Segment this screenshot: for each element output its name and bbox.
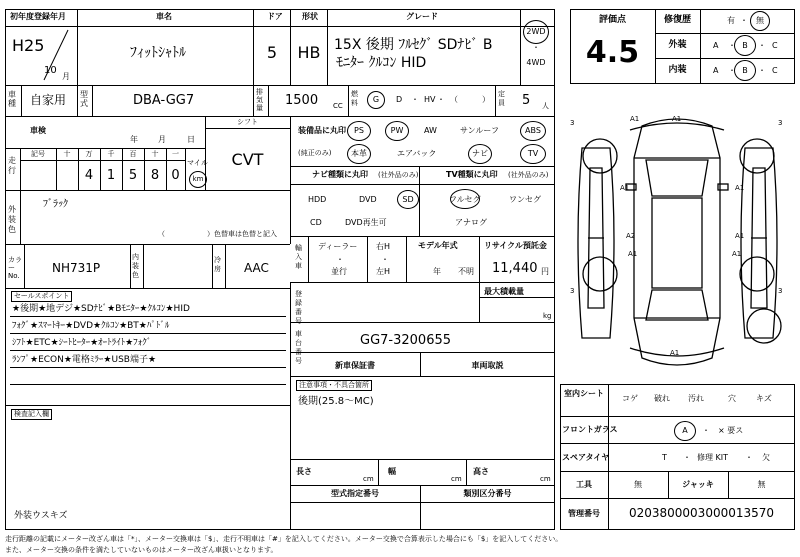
reg-year: H25 [12, 36, 45, 55]
windshield-label: フロントガラス [562, 425, 618, 434]
manual-label: 車両取説 [471, 361, 504, 370]
jack-value: 無 [757, 480, 766, 489]
color-label: 外装色 [8, 205, 16, 234]
ac-label: 冷房 [214, 256, 221, 273]
fuel-g: G [372, 95, 380, 104]
navi-sd: SD [402, 195, 414, 204]
notes-value: 後期(25.8〜MC) [298, 396, 374, 407]
displacement: 1500 [285, 93, 319, 108]
reg-no-label: 登録番号 [295, 290, 302, 325]
inspector-label: 検査記入欄 [11, 409, 52, 420]
exterior-label: 外装 [668, 40, 687, 50]
sales-points-label: セールスポイント [11, 291, 72, 302]
equip-label: 装備品に丸印 [298, 126, 346, 135]
fuel-label: 燃料 [351, 90, 358, 107]
shift-value: CVT [231, 150, 264, 169]
mileage-digit: 8 [150, 168, 160, 183]
shape: HB [297, 43, 321, 62]
interior-seat-label: 室内シート [564, 389, 604, 398]
inspection-label: 車検 [30, 126, 46, 135]
repair-history-label: 修復歴 [663, 15, 691, 25]
use-label: 車種 [8, 90, 16, 108]
color-no: NH731P [52, 261, 101, 275]
management-no-label: 管理番号 [568, 509, 600, 518]
grade-line2: ﾓﾆﾀｰ ｸﾙｺﾝ HID [336, 55, 427, 71]
color-no-label: カラーNo. [8, 256, 22, 280]
inspector-note: 外装ウスキズ [14, 511, 68, 521]
grade-line1: 15X 後期 ﾌﾙｾｸﾞ SDﾅﾋﾞ B [334, 37, 493, 53]
type-designation-label: 型式指定番号 [331, 489, 379, 498]
tv-fullseg: フルセグ [449, 195, 481, 204]
mileage-label: 走行 [8, 156, 16, 175]
sales-point-line: ﾌｫｸﾞ★ｽﾏｰﾄｷｰ★DVD★ｸﾙｺﾝ★BT★ﾊﾟﾄﾞﾙ [12, 321, 170, 331]
chassis-label: 車台番号 [295, 330, 302, 365]
recycle-fee: 11,440 [492, 261, 538, 276]
max-load-label: 最大積載量 [484, 287, 524, 296]
model-year-label: モデル年式 [418, 241, 458, 250]
tv-title: TV種類に丸印 [446, 170, 498, 179]
chassis-number: GG7-3200655 [360, 333, 452, 348]
mileage-digit: 5 [128, 168, 138, 183]
month-unit: 月 [62, 72, 70, 81]
navi-title: ナビ種類に丸印 [312, 170, 368, 179]
car-name: ﾌｨｯﾄｼｬﾄﾙ [130, 45, 186, 61]
jack-label: ジャッキ [682, 480, 714, 489]
evaluation-score: 4.5 [585, 35, 640, 70]
capacity: 5 [522, 93, 531, 108]
type-label: 型式 [80, 90, 88, 108]
door-label: ドア [267, 12, 283, 21]
use-value: 自家用 [30, 93, 67, 107]
mileage-digit: 0 [171, 168, 180, 183]
shift-label: シフト [237, 118, 258, 126]
footer-note-2: また、メーター交換の条件を満たしていないものはメーター改ざん車扱いとなります。 [5, 546, 278, 554]
class-number-label: 類別区分番号 [463, 489, 512, 498]
drive-2wd: 2WD [526, 27, 546, 36]
drive-4wd: 4WD [526, 58, 546, 67]
interior-label: 内装 [668, 65, 687, 75]
tools-label: 工具 [576, 480, 592, 489]
score-label: 評価点 [598, 15, 626, 25]
interior-grade: B [742, 66, 748, 75]
import-label: 輸入車 [295, 244, 302, 270]
mileage-digit: 1 [106, 168, 116, 183]
interior-color-label: 内装色 [132, 253, 139, 279]
mileage-digit: 4 [84, 168, 94, 183]
capacity-label: 定員 [498, 90, 505, 107]
sales-point-line: ﾗﾝﾌﾟ★ECON★電格ﾐﾗｰ★USB端子★ [12, 355, 157, 365]
footer-note-1: 走行距離の記載にメーター改ざん車は「*」、メーター交換車は「$」、走行不明車は「#」を記入してください。メーター交換で合算表示した場合にも「$」を記入してください。 [5, 535, 563, 543]
year-label: 初年度登録年月 [10, 12, 66, 21]
sales-point-line: ｼﾌﾄ★ETC★ｼｰﾄﾋｰﾀｰ★ｵｰﾄﾗｲﾄ★ﾌｫｸﾞ [12, 338, 152, 348]
reg-month: 10 [44, 65, 57, 76]
tools-value: 無 [634, 480, 642, 489]
windshield-grade: A [682, 426, 688, 435]
displacement-label: 排気量 [256, 88, 263, 112]
warranty-label: 新車保証書 [335, 361, 375, 370]
sales-point-line: ★後期★地デジ★SDﾅﾋﾞ★Bﾓﾆﾀｰ★ｸﾙｺﾝ★HID [12, 304, 190, 314]
damage-diagram [560, 108, 795, 380]
mileage-unit-km: km [192, 175, 204, 183]
exterior-grade: B [742, 41, 748, 50]
spare-tire-label: スペアタイヤ [562, 453, 610, 462]
notes-label: 注意事項・不具合箇所 [296, 380, 372, 391]
model-type: DBA-GG7 [133, 93, 195, 108]
shape-label: 形状 [302, 12, 318, 21]
exterior-color: ﾌﾞﾗｯｸ [43, 199, 68, 210]
management-number: 0203800003000013570 [628, 506, 775, 520]
recycle-label: リサイクル預託金 [484, 241, 547, 250]
car-name-label: 車名 [156, 12, 172, 21]
grade-label: グレード [406, 12, 438, 21]
repair-none: 無 [756, 16, 764, 25]
doors: 5 [266, 43, 278, 62]
ac-value: AAC [244, 261, 269, 275]
